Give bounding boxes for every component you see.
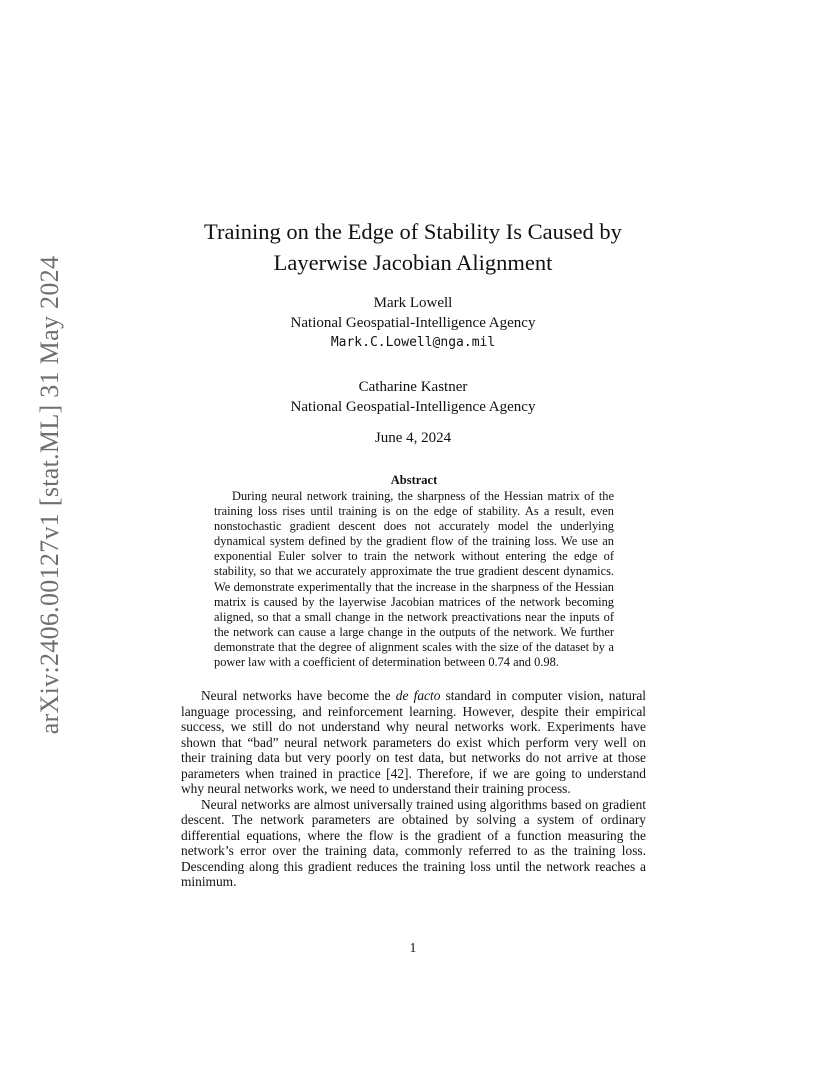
author-1-name: Mark Lowell	[373, 295, 453, 311]
p1-italic: de facto	[395, 688, 441, 703]
author-2-affiliation: National Geospatial-Intelligence Agency	[290, 399, 536, 415]
abstract-text: During neural network training, the sharpness of the Hessian matrix of the training loss rises until training is on the edge of stability. As a result, even nonstochastic gradient descent does not accurately model the underlying dynamical system defined by the gradient flow of the training loss. We use an exponential Euler solver to train the network without entering the edge of stability, so that we accurately approximate the true gradient descent dynamics. We demonstrate experimentally that the increase in the sharpness of the Hessian matrix is caused by the layerwise Jacobian matrices of the network becoming aligned, so that a small change in the network preactivations near the inputs of the network can cause a large change in the outputs of the network. We further demonstrate that the degree of alignment scales with the size of the dataset by a power law with a coefficient of determination between 0.74 and 0.98.	[214, 489, 614, 670]
author-1-affiliation: National Geospatial-Intelligence Agency	[290, 315, 536, 331]
publication-date: June 4, 2024	[374, 430, 452, 446]
body-paragraph-1	[181, 688, 646, 797]
p1-after: standard in computer vision, natural language processing, and reinforcement learning. However, despite their empirical success, we still do not understand why neural networks work. Experiments have shown that “bad” neural network parameters do exist which perform very well on their training data but very poorly on test data, but networks do not arrive at those parameters when trained in practice [42]. Therefore, if we are going to understand why neural networks work, we need to understand their training process.	[181, 688, 646, 796]
title-line-1: Training on the Edge of Stability Is Caused by	[204, 219, 622, 244]
abstract-heading: Abstract	[390, 473, 438, 487]
page-number: 1	[409, 940, 417, 955]
paper-title	[160, 216, 666, 278]
author-1-email[interactable]: Mark.C.Lowell@nga.mil	[330, 335, 496, 350]
p1-before: Neural networks have become the	[201, 688, 396, 703]
title-line-2: Layerwise Jacobian Alignment	[273, 250, 553, 275]
body-text	[181, 688, 646, 890]
body-paragraph-2: Neural networks are almost universally trained using algorithms based on gradient descent. The network parameters are obtained by solving a system of ordinary differential equations, where the flow is the gradient of a function measuring the network’s error over the training data, commonly referred to as the training loss. Descending along this gradient reduces the training loss until the network reaches a minimum.	[181, 796, 646, 889]
author-2-name: Catharine Kastner	[358, 379, 468, 395]
arxiv-identifier-stamp: arXiv:2406.00127v1 [stat.ML] 31 May 2024	[35, 255, 64, 735]
